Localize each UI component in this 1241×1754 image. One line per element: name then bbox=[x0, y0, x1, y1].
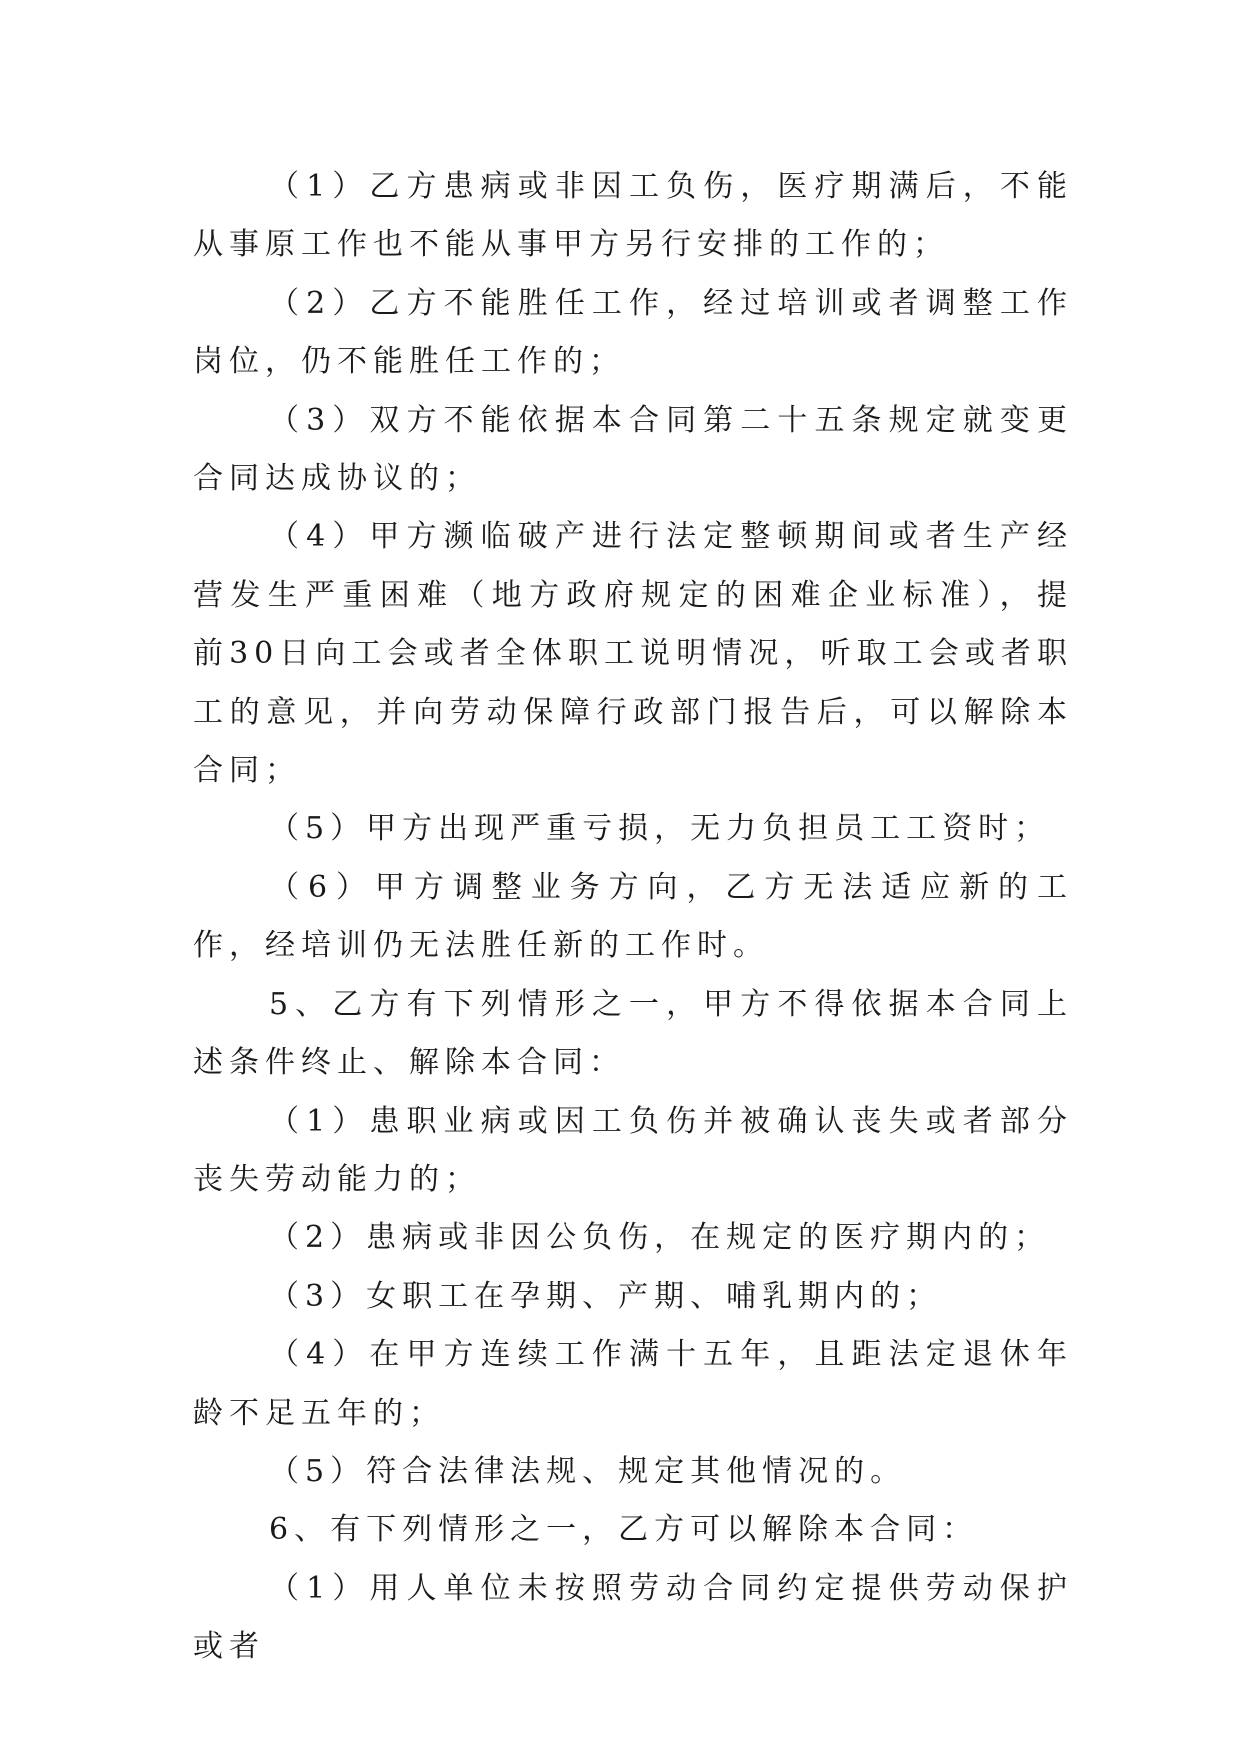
paragraph-clause-2: （2）乙方不能胜任工作，经过培训或者调整工作岗位，仍不能胜任工作的； bbox=[193, 285, 1073, 380]
paragraph-section-5-item-3: （3）女职工在孕期、产期、哺乳期内的； bbox=[269, 1278, 943, 1314]
paragraph-clause-1: （1）乙方患病或非因工负伤，医疗期满后，不能从事原工作也不能从事甲方另行安排的工作的； bbox=[193, 169, 1073, 263]
paragraph-section-6: 6、有下列情形之一，乙方可以解除本合同： bbox=[269, 1512, 979, 1548]
paragraph-section-6-item-1: （1）用人单位未按照劳动合同约定提供劳动保护或者 bbox=[193, 1570, 1073, 1665]
paragraph-clause-6: （6）甲方调整业务方向，乙方无法适应新的工作，经培训仍无法胜任新的工作时。 bbox=[193, 869, 1073, 964]
document-body bbox=[193, 158, 1073, 1677]
paragraph-section-5-item-2: （2）患病或非因公负伤，在规定的医疗期内的； bbox=[269, 1220, 1051, 1256]
paragraph-clause-3: （3）双方不能依据本合同第二十五条规定就变更合同达成协议的； bbox=[193, 402, 1073, 497]
paragraph-section-5-item-4: （4）在甲方连续工作满十五年，且距法定退休年龄不足五年的； bbox=[193, 1337, 1073, 1431]
paragraph-section-5-item-1: （1）患职业病或因工负伤并被确认丧失或者部分丧失劳动能力的； bbox=[193, 1103, 1073, 1197]
paragraph-clause-5: （5）甲方出现严重亏损，无力负担员工工资时； bbox=[269, 811, 1051, 847]
paragraph-clause-4: （4）甲方濒临破产进行法定整顿期间或者生产经营发生严重困难（地方政府规定的困难企业标准），提前30日向工会或者全体职工说明情况，听取工会或者职工的意见，并向劳动保障行政部门报告后，可以解除本合同； bbox=[193, 519, 1073, 789]
paragraph-section-5: 5、乙方有下列情形之一，甲方不得依据本合同上述条件终止、解除本合同： bbox=[193, 986, 1073, 1081]
paragraph-section-5-item-5: （5）符合法律法规、规定其他情况的。 bbox=[269, 1453, 907, 1489]
